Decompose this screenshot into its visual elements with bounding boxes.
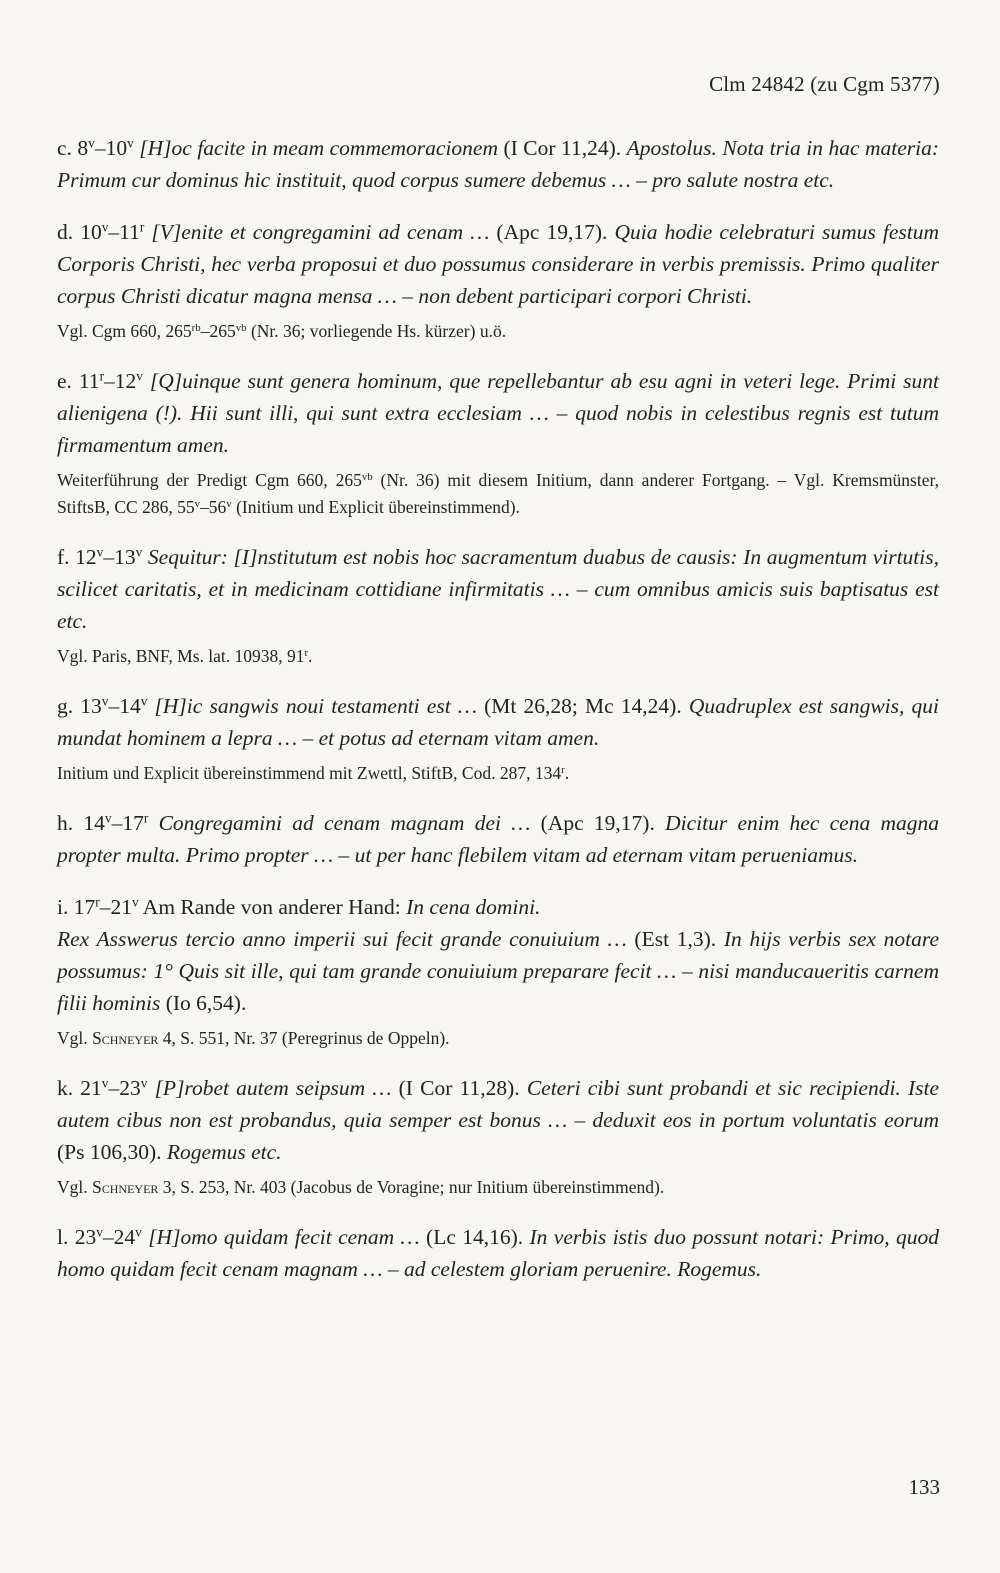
folio-side: v xyxy=(127,135,134,151)
entry-letter: l. xyxy=(57,1225,75,1249)
folio: 11 xyxy=(78,369,100,393)
folio: 13 xyxy=(80,694,102,718)
folio: 8 xyxy=(77,136,89,160)
range-dash: – xyxy=(108,694,120,718)
range-dash: – xyxy=(111,811,123,835)
folio: 24 xyxy=(113,1225,136,1249)
folio-side: v xyxy=(136,368,143,384)
folio-side: v xyxy=(194,498,201,511)
entry-note xyxy=(57,467,939,521)
folio-side: v xyxy=(135,544,143,560)
text-body: [Q]uinque sunt genera hominum, que repellebantur ab esu agni in veteri lege. Primi sunt alienigena (!). Hii sunt illi, qui sunt extra ecclesiam … – quod nobis in celestibus regnis est tutum firmamentum amen. xyxy=(57,369,940,457)
text-body: Sequitur: [I]nstitutum est nobis hoc sacramentum duabus de causis: In augmentum virtutis, scilicet caritatis, et in medicinam cottidiane infirmitatis … – cum omnibus amicis suis baptisatus est etc. xyxy=(57,545,939,633)
note-text: Vgl. xyxy=(57,1177,92,1197)
citation: (Lc 14,16). xyxy=(419,1225,530,1249)
folio-side: r xyxy=(99,368,105,384)
folio: 23 xyxy=(119,1076,141,1100)
incipit: [H]ic sangwis noui testamenti est … xyxy=(154,694,477,718)
entry-text xyxy=(57,541,939,637)
note-text: Weiterführung der Predigt Cgm 660, 265 xyxy=(57,470,362,490)
note-text: Vgl. Cgm 660, 265 xyxy=(57,321,192,341)
entry-note xyxy=(57,643,939,670)
entry-text xyxy=(57,132,939,196)
folio-side: v xyxy=(131,894,139,910)
note-text: (Nr. 36) mit diesem Initium, dann anderer Fortgang. – Vgl. Kremsmünster, StiftsB, CC 286, 55 xyxy=(57,470,939,517)
folio: 11 xyxy=(119,220,140,244)
folio-side: v xyxy=(101,219,109,235)
range-dash: – xyxy=(103,545,115,569)
entry-letter: i. xyxy=(57,895,74,919)
entry-note xyxy=(57,1174,939,1201)
entry-d xyxy=(57,216,939,345)
entry-text xyxy=(57,891,939,1019)
folio: 12 xyxy=(114,369,137,393)
entry-letter: f. xyxy=(57,545,76,569)
entry-k xyxy=(57,1072,939,1201)
entry-note xyxy=(57,318,939,345)
note-text: 3, S. 253, Nr. 403 (Jacobus de Voragine; nur Initium übereinstimmend). xyxy=(158,1177,665,1197)
entry-note xyxy=(57,1025,939,1052)
range-dash: – xyxy=(99,895,111,919)
range-dash: – xyxy=(108,1076,120,1100)
note-text: –56 xyxy=(200,497,227,517)
entry-note xyxy=(57,760,939,787)
note-text: 4, S. 551, Nr. 37 (Peregrinus de Oppeln). xyxy=(158,1028,450,1048)
folio-side: r xyxy=(139,219,145,235)
folio-side: v xyxy=(96,1224,103,1240)
incipit: [P]robet autem seipsum … xyxy=(154,1076,392,1100)
incipit: [V]enite et congregamini ad cenam … xyxy=(151,220,490,244)
entry-letter: h. xyxy=(57,811,84,835)
citation: (Ps 106,30). xyxy=(57,1140,167,1164)
note-text: . xyxy=(564,763,570,783)
entry-letter: c. xyxy=(57,136,78,160)
citation: (I Cor 11,24). xyxy=(498,136,627,160)
folio-side: vb xyxy=(361,471,373,484)
note-text: (Initium und Explicit übereinstimmend). xyxy=(231,497,520,517)
note-text: . xyxy=(308,646,313,666)
text-body: Quia hodie celebraturi sumus festum Corporis Christi, hec verba proposui et duo possumus considerare in verbis premissis. Primo qualiter corpus Christi dicatur magna mensa … – non debent participari corpori Christi. xyxy=(57,220,940,308)
incipit: Rex Asswerus tercio anno imperii sui fecit grande conuiuium … xyxy=(57,927,627,951)
note-text: Initium und Explicit übereinstimmend mit Zwettl, StiftB, Cod. 287, 134 xyxy=(57,763,562,783)
folio-side: v xyxy=(140,1075,148,1091)
citation: (Apc 19,17). xyxy=(489,220,615,244)
text-body: In hijs verbis sex notare possumus: 1° Quis sit ille, qui tam grande conuiuium preparare fecit … – nisi manducaueritis carnem filii hominis xyxy=(57,927,939,1015)
author-name: Schneyer xyxy=(92,1028,159,1048)
folio: 14 xyxy=(119,694,141,718)
entry-text xyxy=(57,1072,939,1168)
page-number: 133 xyxy=(908,1475,940,1499)
running-header: Clm 24842 (zu Cgm 5377) xyxy=(709,72,940,96)
folio: 17 xyxy=(73,895,96,919)
folio-side: v xyxy=(140,693,148,709)
author-name: Schneyer xyxy=(92,1177,159,1197)
margin-remark: Am Rande von anderer Hand: xyxy=(138,895,407,919)
entry-text xyxy=(57,365,939,461)
note-text: (Nr. 36; vorliegende Hs. kürzer) u.ö. xyxy=(246,321,507,341)
folio: 10 xyxy=(105,136,128,160)
folio: 21 xyxy=(110,895,132,919)
incipit: [H]oc facite in meam commemoracionem xyxy=(139,136,498,160)
rubric: In cena domini. xyxy=(406,895,541,919)
note-text: Vgl. xyxy=(57,1028,92,1048)
folio: 21 xyxy=(80,1076,102,1100)
text-body: In verbis istis duo possunt notari: Primo, quod homo quidam fecit cenam magnam … – ad celestem gloriam peruenire. Rogemus. xyxy=(57,1225,939,1281)
text-body: Apostolus. Nota tria in hac materia: Primum cur dominus hic instituit, quod corpus sumere debemus … – pro salute nostra etc. xyxy=(57,136,940,192)
citation: (Est 1,3). xyxy=(626,927,724,951)
citation: (I Cor 11,28). xyxy=(391,1076,527,1100)
folio-side: v xyxy=(135,1224,142,1240)
entry-g xyxy=(57,690,939,787)
text-body: Quadruplex est sangwis, qui mundat hominem a lepra … – et potus ad eternam vitam amen. xyxy=(57,694,940,750)
folio-side: r xyxy=(304,647,309,660)
folio-side: v xyxy=(101,1075,109,1091)
incipit: Congregamini ad cenam magnam dei … xyxy=(158,811,531,835)
folio-side: v xyxy=(226,498,232,511)
folio-side: v xyxy=(88,135,95,151)
range-dash: – xyxy=(102,1225,114,1249)
range-dash: – xyxy=(108,220,120,244)
folio: 10 xyxy=(80,220,102,244)
folio-side: v xyxy=(101,693,109,709)
entry-e xyxy=(57,365,939,521)
folio-side: v xyxy=(96,544,104,560)
folio-side: r xyxy=(143,810,149,826)
entry-letter: d. xyxy=(57,220,81,244)
folio: 13 xyxy=(114,545,136,569)
text-body: Rogemus etc. xyxy=(166,1140,282,1164)
folio-side: r xyxy=(95,894,100,910)
folio: 17 xyxy=(122,811,144,835)
entry-letter: e. xyxy=(57,369,79,393)
entry-letter: g. xyxy=(57,694,81,718)
entry-h xyxy=(57,807,939,871)
folio: 23 xyxy=(74,1225,97,1249)
text-body: Dicitur enim hec cena magna propter multa. Primo propter … – ut per hanc flebilem vitam ad eternam vitam perueniamus. xyxy=(57,811,940,867)
range-dash: – xyxy=(104,369,115,393)
entry-f xyxy=(57,541,939,670)
folio-side: rb xyxy=(191,322,201,335)
citation: (Apc 19,17). xyxy=(530,811,666,835)
incipit: [H]omo quidam fecit cenam … xyxy=(148,1225,420,1249)
entry-text xyxy=(57,1221,939,1285)
entry-i xyxy=(57,891,939,1052)
citation: (Io 6,54). xyxy=(160,991,247,1015)
page-body xyxy=(57,132,939,1285)
citation: (Mt 26,28; Mc 14,24). xyxy=(476,694,689,718)
note-text: Vgl. Paris, BNF, Ms. lat. 10938, 91 xyxy=(57,646,305,666)
note-text: –265 xyxy=(200,321,236,341)
entry-c xyxy=(57,132,939,196)
entry-l xyxy=(57,1221,939,1285)
folio: 12 xyxy=(75,545,97,569)
range-dash: – xyxy=(94,136,106,160)
entry-text xyxy=(57,807,939,871)
entry-letter: k. xyxy=(57,1076,81,1100)
folio-side: v xyxy=(104,810,112,826)
folio-side: vb xyxy=(235,322,247,335)
folio: 14 xyxy=(83,811,105,835)
folio-side: r xyxy=(561,764,565,777)
entry-text xyxy=(57,690,939,754)
text-body: Ceteri cibi sunt probandi et sic recipiendi. Iste autem cibus non est probandus, quia semper est bonus … – deduxit eos in portum voluntatis eorum xyxy=(57,1076,940,1132)
entry-text xyxy=(57,216,939,312)
